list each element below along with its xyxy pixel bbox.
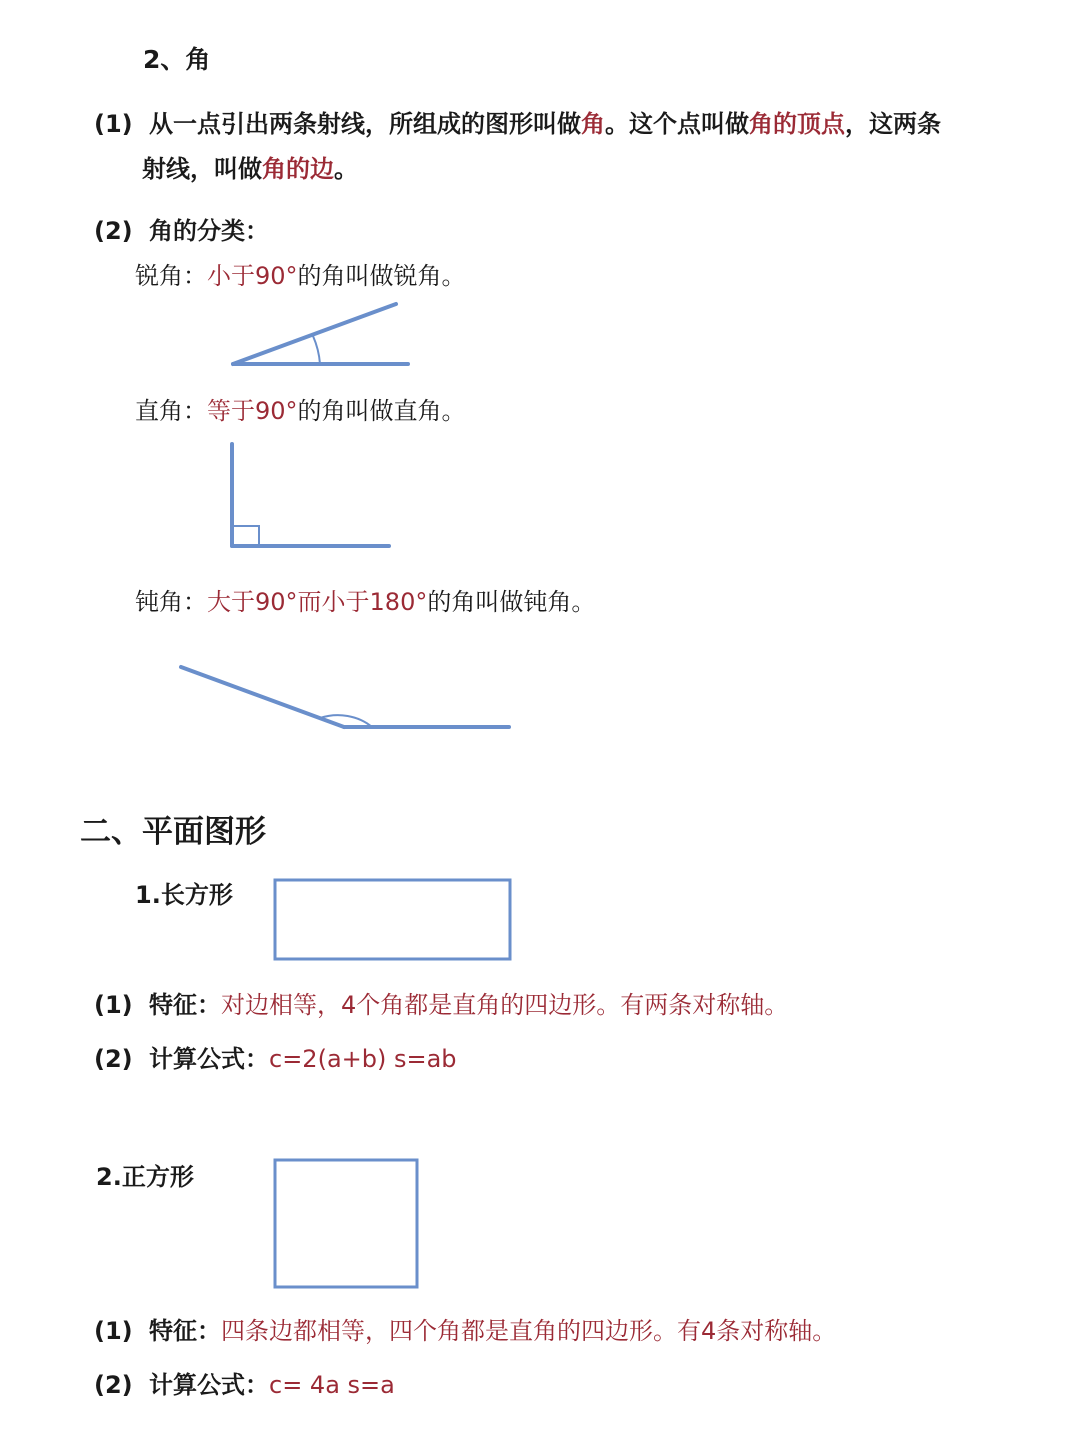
- classification-label: 角的分类：: [149, 217, 269, 245]
- item-number: (2): [94, 1045, 133, 1073]
- item-number: (1): [94, 110, 133, 138]
- item-number: (1): [94, 991, 133, 1019]
- obtuse-label: 钝角：: [135, 588, 207, 616]
- right-label: 直角：: [135, 397, 207, 425]
- acute-label: 锐角：: [135, 262, 207, 290]
- definition-text: 。这个点叫做: [605, 110, 749, 138]
- section-heading-angle: 2、角: [143, 45, 211, 74]
- rectangle-title: 1.长方形: [135, 881, 233, 909]
- feature-label: 特征：: [149, 1317, 221, 1345]
- item-number: (1): [94, 1317, 133, 1345]
- obtuse-condition: 大于90°而小于180°: [207, 588, 428, 616]
- square-title: 2.正方形: [96, 1163, 194, 1191]
- item-number: (2): [94, 217, 133, 245]
- obtuse-angle-diagram: [181, 667, 509, 727]
- rectangle-diagram: [275, 880, 510, 959]
- feature-text: 对边相等，4个角都是直角的四边形。有两条对称轴。: [221, 991, 789, 1019]
- highlight-term: 角的边: [262, 155, 334, 183]
- feature-label: 特征：: [149, 991, 221, 1019]
- square-diagram: [275, 1160, 417, 1287]
- definition-text: 射线，叫做: [142, 155, 262, 183]
- rectangle-formula: [94, 1047, 457, 1071]
- formula-text: c=2(a+b) s=ab: [269, 1045, 457, 1073]
- right-angle-definition: [135, 399, 466, 423]
- formula-text: c= 4a s=a: [269, 1371, 395, 1399]
- right-condition: 等于90°: [207, 397, 298, 425]
- section-heading-plane-shapes: 二、平面图形: [80, 814, 266, 850]
- acute-condition: 小于90°: [207, 262, 298, 290]
- obtuse-angle-definition: [135, 590, 595, 614]
- feature-text: 四条边都相等，四个角都是直角的四边形。有4条对称轴。: [221, 1317, 837, 1345]
- right-angle-diagram: [232, 444, 389, 546]
- square-feature: [94, 1319, 836, 1343]
- highlight-term: 角: [581, 110, 605, 138]
- right-rest: 的角叫做直角。: [297, 397, 466, 425]
- obtuse-rest: 的角叫做钝角。: [427, 588, 596, 616]
- definition-text: 。: [334, 155, 358, 183]
- definition-text: 从一点引出两条射线，所组成的图形叫做: [149, 110, 581, 138]
- definition-text: ，这两条: [845, 110, 941, 138]
- acute-angle-diagram: [233, 304, 408, 364]
- acute-rest: 的角叫做锐角。: [297, 262, 466, 290]
- highlight-term: 角的顶点: [749, 110, 845, 138]
- item-number: (2): [94, 1371, 133, 1399]
- formula-label: 计算公式：: [149, 1371, 269, 1399]
- square-formula: [94, 1373, 395, 1397]
- formula-label: 计算公式：: [149, 1045, 269, 1073]
- rectangle-feature: [94, 993, 788, 1017]
